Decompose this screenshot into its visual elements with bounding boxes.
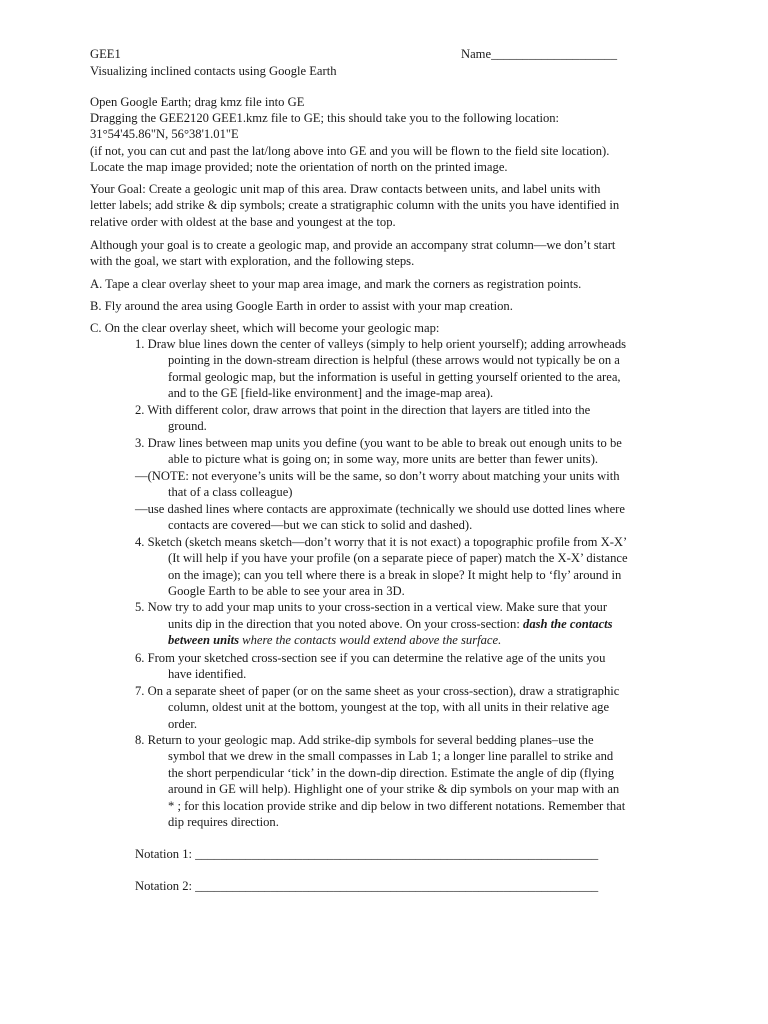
item-1-line-2: pointing in the down-stream direction is helpful (these arrows would not typically be on a [168,353,620,367]
intro-line-5: Locate the map image provided; note the orientation of north on the printed image. [90,160,508,174]
item-8-line-6: dip requires direction. [168,815,279,829]
item-5-line-3-text: where the contacts would extend above the surface. [239,633,502,647]
goal-line-2: letter labels; add strike & dip symbols; create a stratigraphic column with the units you have identified in [90,198,620,212]
goal-line-1: Your Goal: Create a geologic unit map of this area. Draw contacts between units, and label units with [90,182,601,196]
note-line-2: that of a class colleague) [168,485,293,499]
although-line-2: with the goal, we start with exploration, and the following steps. [90,254,415,268]
dashed-note-line-1: —use dashed lines where contacts are approximate (technically we should use dotted lines where [135,502,625,516]
item-8-line-5: * ; for this location provide strike and dip below in two different notations. Remember that [168,799,626,813]
item-8-line-2: symbol that we drew in the small compasses in Lab 1; a longer line parallel to strike and [168,749,614,763]
step-b: B. Fly around the area using Google Earth in order to assist with your map creation. [90,299,513,313]
note-line-1: —(NOTE: not everyone’s units will be the same, so don’t worry about matching your units with [135,469,620,483]
notation-1-field: Notation 1: ________________________________________________________________ [135,847,599,861]
item-4-line-2: (It will help if you have your profile (on a separate piece of paper) match the X-X’ distance [168,551,628,565]
name-field-label: Name____________________ [461,47,618,61]
emphasis-dash-contacts: dash the contacts [523,617,613,631]
intro-line-1: Open Google Earth; drag kmz file into GE [90,95,305,109]
item-1-line-3: formal geologic map, but the information is useful in getting yourself oriented to the area, [168,370,621,384]
item-5-line-2 [168,616,613,633]
item-8-line-1: 8. Return to your geologic map. Add strike-dip symbols for several bedding planes–use the [135,733,594,747]
step-a: A. Tape a clear overlay sheet to your map area image, and mark the corners as registration points. [90,277,582,291]
item-7-line-1: 7. On a separate sheet of paper (or on the same sheet as your cross-section), draw a stratigraphic [135,684,620,698]
item-8-line-3: the short perpendicular ‘tick’ in the down-dip direction. Estimate the angle of dip (flying [168,766,615,780]
step-c: C. On the clear overlay sheet, which will become your geologic map: [90,321,440,335]
item-7-line-3: order. [168,717,198,731]
item-1-line-4: and to the GE [field-like environment] and the image-map area). [168,386,494,400]
item-3-line-1: 3. Draw lines between map units you define (you want to be able to break out enough units to be [135,436,622,450]
item-8-line-4: around in GE will help). Highlight one of your strike & dip symbols on your map with an [168,782,620,796]
item-4-line-4: Google Earth to be able to see your area in 3D. [168,584,405,598]
item-4-line-3: on the image); can you tell where there is a break in slope? It might help to ‘fly’ around in [168,568,622,582]
item-1-line-1: 1. Draw blue lines down the center of valleys (simply to help orient yourself); adding arrowheads [135,337,627,351]
item-5-line-1: 5. Now try to add your map units to your cross-section in a vertical view. Make sure that your [135,600,608,614]
coordinates: 31°54'45.86"N, 56°38'1.01"E [90,127,239,141]
item-5-line-3 [168,632,501,649]
document-title: Visualizing inclined contacts using Google Earth [90,64,337,78]
goal-line-3: relative order with oldest at the base and youngest at the top. [90,215,396,229]
item-2-line-2: ground. [168,419,207,433]
although-line-1: Although your goal is to create a geologic map, and provide an accompany strat column—we don’t start [90,238,616,252]
item-3-line-2: able to picture what is going on; in some way, more units are better than fewer units). [168,452,599,466]
dashed-note-line-2: contacts are covered—but we can stick to solid and dashed). [168,518,473,532]
item-5-line-2-text: units dip in the direction that you noted above. On your cross-section: [168,617,524,631]
notation-2-field: Notation 2: ________________________________________________________________ [135,879,599,893]
course-code: GEE1 [90,47,121,61]
item-6-line-2: have identified. [168,667,247,681]
intro-line-4: (if not, you can cut and past the lat/long above into GE and you will be flown to the field site location). [90,144,610,158]
intro-line-2: Dragging the GEE2120 GEE1.kmz file to GE; this should take you to the following location: [90,111,560,125]
item-2-line-1: 2. With different color, draw arrows that point in the direction that layers are titled into the [135,403,591,417]
item-6-line-1: 6. From your sketched cross-section see if you can determine the relative age of the units you [135,651,606,665]
item-4-line-1: 4. Sketch (sketch means sketch—don’t worry that it is not exact) a topographic profile from X-X’ [135,535,628,549]
item-7-line-2: column, oldest unit at the bottom, youngest at the top, with all units in their relative age [168,700,610,714]
emphasis-between-units: between units [168,633,240,647]
